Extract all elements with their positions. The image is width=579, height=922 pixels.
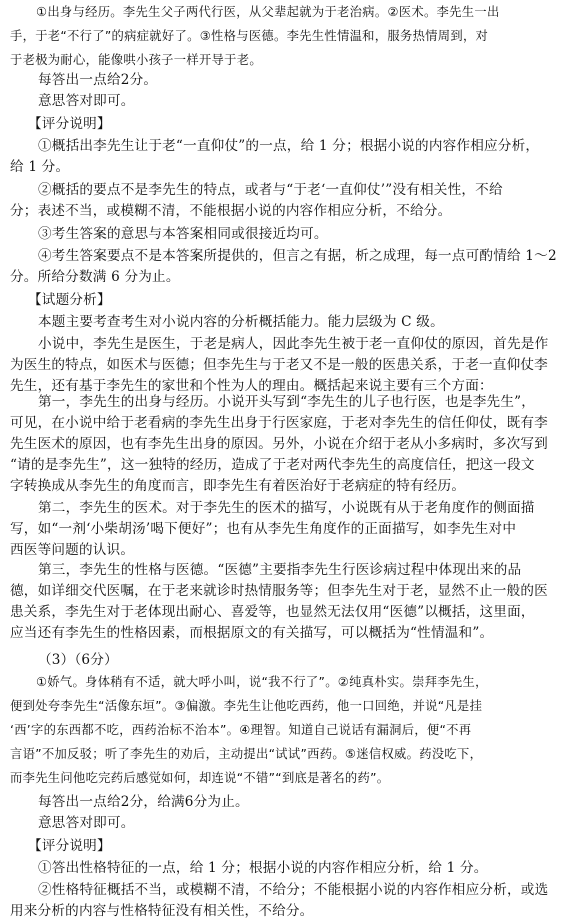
text-line: 患关系，李先生对于老体现出耐心、喜爱等，也显然无法仅用“医德”以概括，这里面， bbox=[10, 604, 535, 620]
text-line: 手，于老“不行了”的病症就好了。③性格与医德。李先生性情温和，服务热情周到，对 bbox=[10, 29, 489, 43]
text-line: ④考生答案要点不是本答案所提供的，但言之有据，析之成理，每一点可酌情给 1～2 bbox=[38, 248, 557, 264]
text-line: 意思答对即可。 bbox=[38, 93, 135, 109]
eval-point bbox=[10, 246, 564, 288]
question-label: （3）（6分） bbox=[38, 652, 118, 668]
section-heading: 【试题分析】 bbox=[28, 292, 111, 308]
answer-list-q3 bbox=[10, 670, 564, 790]
text-line: 德，如详细交代医嘱，在于老来就诊时热情服务等；但李先生对于老，显然不止一般的医 bbox=[10, 583, 548, 599]
text-line: 第二，李先生的医术。对于李先生的医术的描写，小说既有从于老角度作的侧面描 bbox=[38, 500, 535, 516]
text-line: 可见，在小说中给于老看病的李先生出身于行医家庭，于老对李先生的信任仰仗，既有李 bbox=[10, 415, 548, 431]
text-line: “请的是李先生”，这一独特的经历，造成了于老对两代李先生的高度信任，把这一段文 bbox=[10, 457, 535, 473]
text-line: 第一，李先生的出身与经历。小说开头写到“李先生的儿子也行医，也是李先生”， bbox=[38, 394, 536, 410]
paragraph bbox=[10, 498, 564, 561]
text-line: 先生医术的原因，也有李先生出身的原因。另外，小说在介绍于老从小多病时，多次写到 bbox=[10, 436, 548, 452]
text-line: 字转换成从李先生的角度而言，即李先生有着医治好于老病症的特有经历。 bbox=[10, 478, 466, 494]
text-line: 分；表述不当，或模糊不清，不能根据小说的内容作相应分析，不给分。 bbox=[10, 203, 452, 219]
paragraph bbox=[10, 392, 564, 497]
text-line: 意思答对即可。 bbox=[38, 815, 135, 831]
paragraph bbox=[10, 560, 564, 644]
text-line: ②概括的要点不是李先生的特点，或者与“于老‘一直仰仗’”没有相关性，不给 bbox=[38, 182, 503, 198]
eval-point bbox=[10, 858, 564, 879]
paragraph bbox=[10, 312, 564, 333]
text-line: ①出身与经历。李先生父子两代行医，从父辈起就为于老治病。②医术。李先生一出 bbox=[36, 5, 500, 19]
text-line: 言语”不加反驳；听了李先生的劝后，主动提出“试试”西药。⑤迷信权威。药没吃下， bbox=[10, 747, 483, 761]
text-line: 为医生的特点，如医术与医德；但李先生与于老又不是一般的医患关系，于老一直仰仗李 bbox=[10, 357, 548, 373]
text-line: 小说中，李先生是医生，于老是病人，因此李先生被于老一直仰仗的原因，首先是作 bbox=[38, 336, 549, 352]
text-line: 每答出一点给2分，给满6分为止。 bbox=[38, 794, 249, 810]
text-line: 给 1 分。 bbox=[10, 159, 70, 175]
text-line: 西医等问题的认识。 bbox=[10, 542, 135, 558]
text-line: 于老极为耐心，能像哄小孩子一样开导于老。 bbox=[10, 53, 262, 67]
section-heading: 【评分说明】 bbox=[28, 838, 111, 854]
text-line: 先生，还有基于李先生的家世和个性为人的理由。概括起来说主要有三个方面： bbox=[10, 378, 493, 394]
answer-list-q2 bbox=[10, 0, 579, 72]
text-line: 本题主要考查考生对小说内容的分析概括能力。能力层级为 C 级。 bbox=[38, 314, 444, 330]
scoring-note-1 bbox=[10, 70, 579, 112]
eval-point bbox=[10, 224, 564, 245]
section-heading: 【评分说明】 bbox=[28, 116, 111, 132]
paragraph bbox=[10, 334, 564, 397]
text-line: 应当还有李先生的性格因素，而根据原文的有关描写，可以概括为“性情温和”。 bbox=[10, 625, 494, 641]
text-line: 而李先生问他吃完药后感觉如何，却连说“不错”“到底是著名的药”。 bbox=[10, 771, 390, 785]
text-line: ②性格特征概括不当，或模糊不清，不给分；不能根据小说的内容作相应分析，或选 bbox=[38, 882, 549, 898]
text-line: 写，如“一剂‘小柴胡汤’喝下便好”；也有从李先生角度作的正面描写，如李先生对中 bbox=[10, 521, 517, 537]
text-line: 用来分析的内容与性格特征没有相关性，不给分。 bbox=[10, 903, 314, 919]
text-line: 分。所给分数满 6 分为止。 bbox=[10, 269, 180, 285]
scoring-note-2 bbox=[10, 792, 579, 834]
text-line: ①概括出李先生让于老“一直仰仗”的一点，给 1 分；根据小说的内容作相应分析， bbox=[38, 138, 540, 154]
eval-point bbox=[10, 880, 564, 922]
text-line: 便到处夸李先生“活像东垣”。③偏激。李先生让他吃西药，他一口回绝，并说“凡是挂 bbox=[10, 699, 483, 713]
text-line: 每答出一点给2分。 bbox=[38, 72, 158, 88]
text-line: ①娇气。身体稍有不适，就大呼小叫，说“我不行了”。②纯真朴实。崇拜李先生， bbox=[36, 675, 488, 689]
text-line: ‘西’字的东西都不吃，西药治标不治本”。④理智。知道自己说话有漏洞后，便“不再 bbox=[10, 723, 472, 737]
eval-point bbox=[10, 180, 564, 222]
text-line: ③考生答案的意思与本答案相同或很接近均可。 bbox=[38, 226, 328, 242]
eval-point bbox=[10, 136, 564, 178]
text-line: 第三，李先生的性格与医德。“医德”主要指李先生行医诊病过程中体现出来的品 bbox=[38, 562, 522, 578]
text-line: ①答出性格特征的一点，给 1 分；根据小说的内容作相应分析，给 1 分。 bbox=[38, 860, 488, 876]
